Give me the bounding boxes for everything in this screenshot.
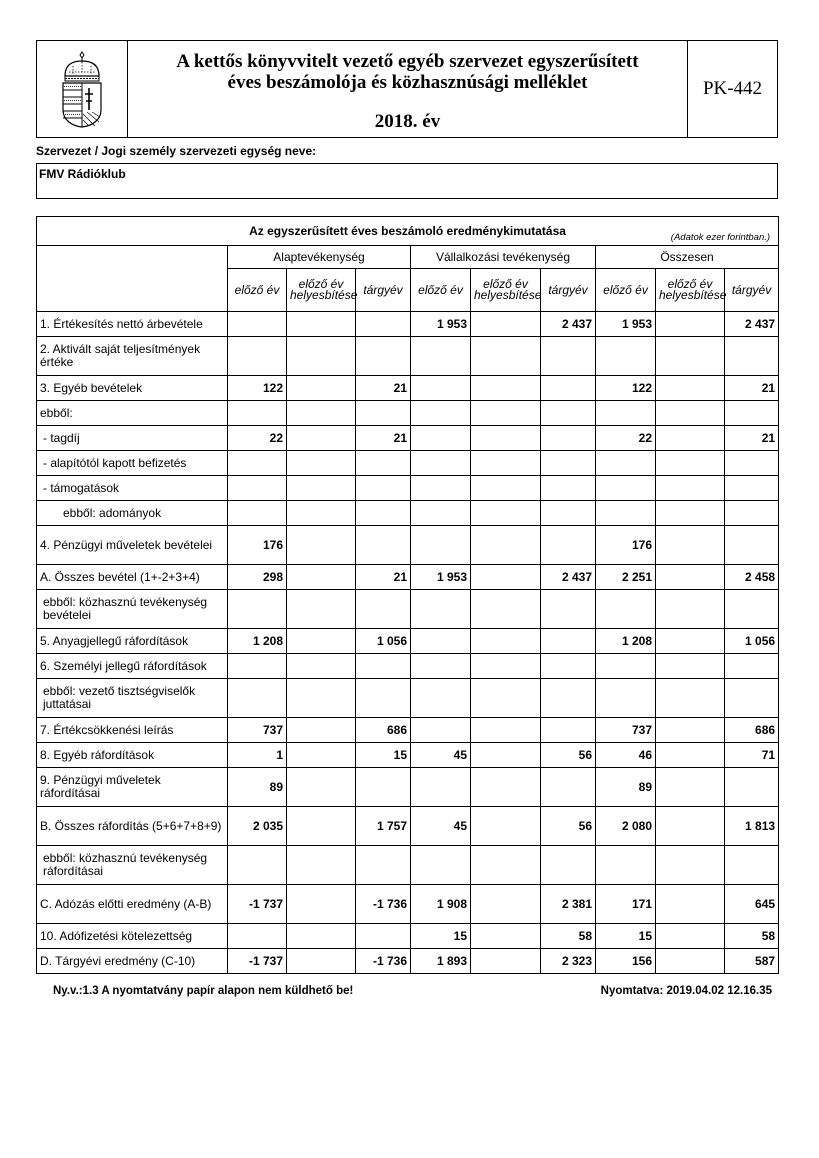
value-cell	[541, 501, 596, 526]
value-cell	[228, 846, 287, 885]
value-cell	[656, 846, 725, 885]
table-row	[37, 376, 779, 401]
row-label: 2. Aktivált saját teljesítmények értéke	[37, 337, 228, 376]
subcolumn-header: előző év helyesbítése	[287, 269, 356, 312]
table-row	[37, 476, 779, 501]
value-cell	[656, 885, 725, 924]
value-cell	[287, 654, 356, 679]
value-cell	[471, 924, 541, 949]
value-cell: 176	[596, 526, 656, 565]
value-cell	[228, 654, 287, 679]
value-cell	[596, 451, 656, 476]
row-label: 1. Értékesítés nettó árbevétele	[37, 312, 228, 337]
table-row	[37, 565, 779, 590]
value-cell	[541, 526, 596, 565]
value-cell	[287, 526, 356, 565]
value-cell	[541, 679, 596, 718]
value-cell	[471, 526, 541, 565]
value-cell	[541, 451, 596, 476]
value-cell	[471, 654, 541, 679]
value-cell: 21	[725, 426, 779, 451]
value-cell	[656, 590, 725, 629]
value-cell	[541, 590, 596, 629]
value-cell	[471, 476, 541, 501]
table-row	[37, 846, 779, 885]
row-label-header	[37, 246, 228, 312]
value-cell	[411, 401, 471, 426]
row-label: 3. Egyéb bevételek	[37, 376, 228, 401]
value-cell	[596, 476, 656, 501]
subcolumn-header: tárgyév	[541, 269, 596, 312]
subcolumn-header: előző év	[411, 269, 471, 312]
value-cell: 22	[228, 426, 287, 451]
value-cell	[411, 654, 471, 679]
value-cell: 2 437	[725, 312, 779, 337]
value-cell	[287, 476, 356, 501]
value-cell	[471, 629, 541, 654]
value-cell	[471, 501, 541, 526]
value-cell	[656, 426, 725, 451]
value-cell	[471, 426, 541, 451]
value-cell: 686	[725, 718, 779, 743]
value-cell	[411, 376, 471, 401]
value-cell	[656, 337, 725, 376]
value-cell: -1 737	[228, 949, 287, 974]
value-cell	[656, 401, 725, 426]
table-row	[37, 526, 779, 565]
table-row	[37, 924, 779, 949]
value-cell	[656, 807, 725, 846]
value-cell	[471, 846, 541, 885]
row-label: B. Összes ráfordítás (5+6+7+8+9)	[37, 807, 228, 846]
value-cell	[228, 924, 287, 949]
value-cell	[287, 312, 356, 337]
value-cell: 1 208	[228, 629, 287, 654]
value-cell: 1 757	[356, 807, 411, 846]
value-cell	[287, 949, 356, 974]
value-cell	[725, 679, 779, 718]
column-group-header: Vállalkozási tevékenység	[411, 246, 596, 269]
value-cell	[356, 924, 411, 949]
form-header	[36, 40, 778, 138]
value-cell	[725, 476, 779, 501]
value-cell	[725, 846, 779, 885]
value-cell: 1 208	[596, 629, 656, 654]
table-row	[37, 501, 779, 526]
value-cell: 89	[228, 768, 287, 807]
form-version-note: Ny.v.:1.3 A nyomtatvány papír alapon nem küldhető be!	[53, 985, 354, 997]
value-cell	[725, 337, 779, 376]
value-cell	[541, 376, 596, 401]
value-cell: 21	[725, 376, 779, 401]
value-cell	[471, 376, 541, 401]
value-cell: 2 323	[541, 949, 596, 974]
value-cell	[656, 949, 725, 974]
value-cell	[725, 526, 779, 565]
value-cell: 737	[228, 718, 287, 743]
subcolumn-header: előző év helyesbítése	[656, 269, 725, 312]
value-cell: 1 953	[411, 565, 471, 590]
table-row	[37, 451, 779, 476]
value-cell	[596, 501, 656, 526]
value-cell: 21	[356, 565, 411, 590]
value-cell	[287, 337, 356, 376]
value-cell	[356, 768, 411, 807]
value-cell	[228, 312, 287, 337]
value-cell	[725, 590, 779, 629]
table-row	[37, 337, 779, 376]
value-cell: 1 953	[411, 312, 471, 337]
organization-label: Szervezet / Jogi személy szervezeti egység neve:	[36, 144, 317, 158]
value-cell	[656, 629, 725, 654]
table-row	[37, 679, 779, 718]
row-label: 5. Anyagjellegű ráfordítások	[37, 629, 228, 654]
unit-note: (Adatok ezer forintban.)	[670, 232, 771, 243]
value-cell	[656, 924, 725, 949]
value-cell	[471, 949, 541, 974]
value-cell	[228, 590, 287, 629]
table-row	[37, 654, 779, 679]
table-row	[37, 949, 779, 974]
value-cell: 156	[596, 949, 656, 974]
value-cell: 122	[228, 376, 287, 401]
subcolumn-header: előző év	[228, 269, 287, 312]
value-cell	[356, 654, 411, 679]
value-cell: 122	[596, 376, 656, 401]
report-year: 2018. év	[374, 111, 441, 132]
value-cell: 1 813	[725, 807, 779, 846]
value-cell: 1 056	[725, 629, 779, 654]
value-cell	[656, 501, 725, 526]
value-cell	[287, 376, 356, 401]
row-label: A. Összes bevétel (1+-2+3+4)	[37, 565, 228, 590]
row-label: ebből: adományok	[37, 501, 228, 526]
row-label: C. Adózás előtti eredmény (A-B)	[37, 885, 228, 924]
value-cell	[541, 426, 596, 451]
value-cell	[228, 476, 287, 501]
value-cell	[287, 924, 356, 949]
value-cell	[356, 679, 411, 718]
value-cell	[356, 846, 411, 885]
value-cell: 89	[596, 768, 656, 807]
value-cell	[725, 768, 779, 807]
value-cell: 1 893	[411, 949, 471, 974]
row-label: 7. Értékcsökkenési leírás	[37, 718, 228, 743]
value-cell	[596, 679, 656, 718]
row-label: 4. Pénzügyi műveletek bevételei	[37, 526, 228, 565]
value-cell	[287, 885, 356, 924]
print-timestamp: Nyomtatva: 2019.04.02 12.16.35	[600, 985, 772, 997]
value-cell	[541, 629, 596, 654]
value-cell	[228, 337, 287, 376]
value-cell	[656, 679, 725, 718]
value-cell: 2 458	[725, 565, 779, 590]
value-cell	[471, 565, 541, 590]
value-cell: 176	[228, 526, 287, 565]
row-label: 6. Személyi jellegű ráfordítások	[37, 654, 228, 679]
value-cell	[471, 885, 541, 924]
table-row	[37, 629, 779, 654]
value-cell	[287, 451, 356, 476]
value-cell: 56	[541, 807, 596, 846]
logo-cell	[37, 41, 128, 137]
value-cell	[725, 401, 779, 426]
value-cell	[471, 312, 541, 337]
value-cell: 298	[228, 565, 287, 590]
value-cell	[228, 401, 287, 426]
value-cell	[228, 501, 287, 526]
value-cell: 15	[411, 924, 471, 949]
table-row	[37, 743, 779, 768]
row-label: ebből:	[37, 401, 228, 426]
table-row	[37, 312, 779, 337]
value-cell: 56	[541, 743, 596, 768]
subcolumn-header: előző év	[596, 269, 656, 312]
table-title: Az egyszerűsített éves beszámoló eredménykimutatása	[249, 224, 566, 238]
value-cell	[411, 526, 471, 565]
value-cell	[411, 718, 471, 743]
form-code: PK-442	[702, 78, 763, 99]
value-cell: 21	[356, 426, 411, 451]
value-cell	[356, 590, 411, 629]
value-cell	[287, 743, 356, 768]
table-row	[37, 768, 779, 807]
value-cell	[228, 679, 287, 718]
value-cell	[287, 718, 356, 743]
title-line-1: A kettős könyvvitelt vezető egyéb szervezet egyszerűsített	[176, 51, 639, 72]
value-cell	[471, 743, 541, 768]
row-label: - támogatások	[37, 476, 228, 501]
value-cell	[541, 476, 596, 501]
value-cell: 645	[725, 885, 779, 924]
value-cell: 2 035	[228, 807, 287, 846]
value-cell: 45	[411, 807, 471, 846]
value-cell: 21	[356, 376, 411, 401]
value-cell	[356, 526, 411, 565]
table-row	[37, 590, 779, 629]
value-cell	[725, 654, 779, 679]
value-cell	[656, 526, 725, 565]
value-cell: 587	[725, 949, 779, 974]
value-cell	[596, 590, 656, 629]
value-cell: 1 953	[596, 312, 656, 337]
value-cell	[411, 679, 471, 718]
value-cell	[656, 718, 725, 743]
value-cell	[228, 451, 287, 476]
value-cell: 71	[725, 743, 779, 768]
value-cell	[541, 846, 596, 885]
row-label: 9. Pénzügyi műveletek ráfordításai	[37, 768, 228, 807]
form-title	[128, 41, 688, 137]
value-cell: 2 437	[541, 312, 596, 337]
row-label: ebből: vezető tisztségviselők juttatásai	[37, 679, 228, 718]
value-cell	[287, 426, 356, 451]
value-cell	[656, 743, 725, 768]
value-cell: 58	[725, 924, 779, 949]
value-cell: -1 736	[356, 949, 411, 974]
value-cell	[356, 501, 411, 526]
value-cell	[725, 451, 779, 476]
value-cell	[287, 501, 356, 526]
value-cell	[411, 846, 471, 885]
row-label: ebből: közhasznú tevékenység bevételei	[37, 590, 228, 629]
value-cell	[287, 768, 356, 807]
hungarian-coat-of-arms-icon	[59, 50, 105, 128]
value-cell: 58	[541, 924, 596, 949]
value-cell	[471, 401, 541, 426]
value-cell	[471, 718, 541, 743]
value-cell	[287, 590, 356, 629]
row-label: 10. Adófizetési kötelezettség	[37, 924, 228, 949]
title-line-2: éves beszámolója és közhasznúsági melléklet	[227, 72, 588, 93]
value-cell	[411, 476, 471, 501]
value-cell	[471, 337, 541, 376]
table-title-cell	[37, 217, 779, 246]
value-cell: 15	[596, 924, 656, 949]
row-label: - alapítótól kapott befizetés	[37, 451, 228, 476]
value-cell: 2 080	[596, 807, 656, 846]
organization-name-field: FMV Rádióklub	[36, 163, 778, 199]
value-cell	[411, 426, 471, 451]
subcolumn-header: tárgyév	[356, 269, 411, 312]
row-label: ebből: közhasznú tevékenység ráfordításai	[37, 846, 228, 885]
value-cell	[411, 501, 471, 526]
value-cell	[596, 846, 656, 885]
value-cell	[656, 768, 725, 807]
value-cell	[471, 679, 541, 718]
column-group-header: Alaptevékenység	[228, 246, 411, 269]
value-cell	[471, 590, 541, 629]
value-cell	[656, 476, 725, 501]
value-cell: 2 437	[541, 565, 596, 590]
value-cell	[411, 337, 471, 376]
value-cell: 15	[356, 743, 411, 768]
value-cell	[596, 654, 656, 679]
value-cell	[471, 807, 541, 846]
value-cell	[356, 337, 411, 376]
value-cell	[287, 846, 356, 885]
row-label: 8. Egyéb ráfordítások	[37, 743, 228, 768]
value-cell: -1 737	[228, 885, 287, 924]
value-cell	[656, 376, 725, 401]
value-cell	[287, 807, 356, 846]
table-row	[37, 401, 779, 426]
value-cell: 2 251	[596, 565, 656, 590]
table-row	[37, 807, 779, 846]
subcolumn-header: előző év helyesbítése	[471, 269, 541, 312]
value-cell: 171	[596, 885, 656, 924]
value-cell	[541, 401, 596, 426]
value-cell	[656, 451, 725, 476]
value-cell	[541, 718, 596, 743]
value-cell	[596, 401, 656, 426]
value-cell	[471, 768, 541, 807]
value-cell	[656, 654, 725, 679]
value-cell	[356, 476, 411, 501]
value-cell	[287, 629, 356, 654]
value-cell: 1 056	[356, 629, 411, 654]
value-cell: 686	[356, 718, 411, 743]
value-cell	[411, 629, 471, 654]
value-cell: 2 381	[541, 885, 596, 924]
value-cell: 22	[596, 426, 656, 451]
table-row	[37, 885, 779, 924]
value-cell	[541, 337, 596, 376]
value-cell	[287, 565, 356, 590]
value-cell	[541, 768, 596, 807]
value-cell	[656, 312, 725, 337]
row-label: D. Tárgyévi eredmény (C-10)	[37, 949, 228, 974]
value-cell: 45	[411, 743, 471, 768]
value-cell: 737	[596, 718, 656, 743]
value-cell	[356, 401, 411, 426]
table-row	[37, 426, 779, 451]
value-cell: -1 736	[356, 885, 411, 924]
value-cell	[411, 768, 471, 807]
value-cell	[471, 451, 541, 476]
value-cell	[541, 654, 596, 679]
table-row	[37, 718, 779, 743]
subcolumn-header: tárgyév	[725, 269, 779, 312]
value-cell: 1 908	[411, 885, 471, 924]
value-cell	[411, 451, 471, 476]
income-statement-table	[36, 216, 779, 974]
value-cell	[411, 590, 471, 629]
value-cell	[725, 501, 779, 526]
column-group-header: Összesen	[596, 246, 779, 269]
value-cell	[356, 451, 411, 476]
value-cell	[656, 565, 725, 590]
value-cell	[287, 401, 356, 426]
value-cell: 1	[228, 743, 287, 768]
value-cell	[356, 312, 411, 337]
row-label: - tagdíj	[37, 426, 228, 451]
value-cell	[596, 337, 656, 376]
value-cell: 46	[596, 743, 656, 768]
value-cell	[287, 679, 356, 718]
